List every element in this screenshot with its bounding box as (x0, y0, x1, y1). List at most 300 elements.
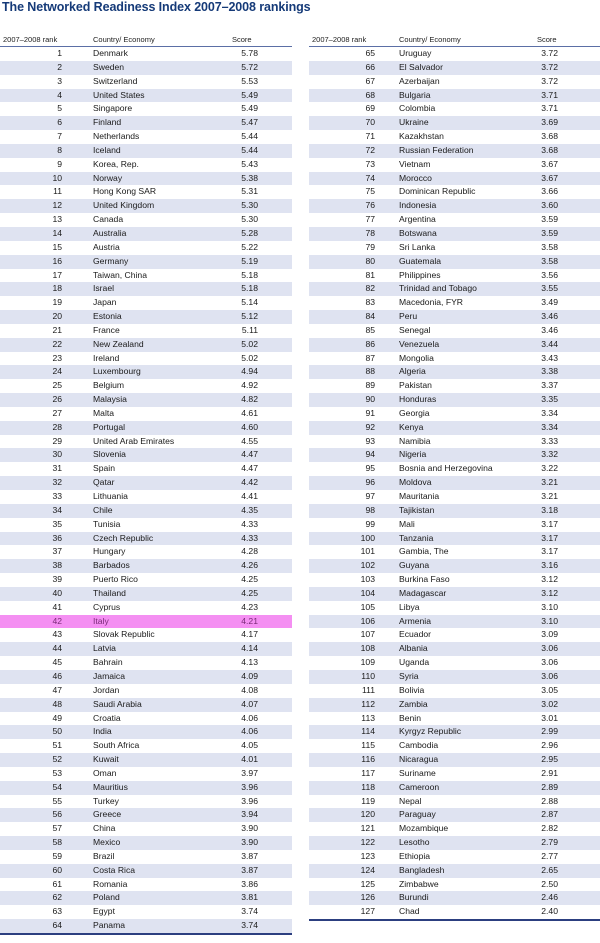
score-cell: 5.49 (241, 103, 258, 114)
score-cell: 3.37 (541, 380, 558, 391)
table-row (309, 158, 600, 172)
country-cell: India (93, 726, 112, 737)
country-cell: Norway (93, 172, 123, 183)
country-cell: Denmark (93, 48, 128, 58)
table-row (0, 379, 292, 393)
rank-cell: 60 (52, 864, 62, 875)
rank-cell: 26 (52, 394, 62, 405)
score-cell: 2.95 (541, 754, 558, 765)
country-cell: Dominican Republic (399, 186, 476, 197)
country-cell: Senegal (399, 324, 431, 335)
country-cell: Egypt (93, 906, 115, 917)
rank-cell: 25 (52, 380, 62, 391)
country-cell: United Arab Emirates (93, 435, 175, 446)
table-row (309, 850, 600, 864)
table-row (309, 615, 600, 629)
rank-cell: 80 (365, 255, 375, 266)
score-cell: 5.43 (241, 158, 258, 169)
rank-cell: 23 (52, 352, 62, 363)
table-row (0, 89, 292, 103)
table-row (309, 199, 600, 213)
table-row (309, 739, 600, 753)
country-cell: Hong Kong SAR (93, 186, 157, 197)
table-row (0, 753, 292, 767)
rank-cell: 45 (52, 657, 62, 668)
table-row (309, 393, 600, 407)
score-cell: 3.87 (241, 850, 258, 861)
score-cell: 4.42 (241, 477, 258, 488)
country-cell: Estonia (93, 311, 122, 322)
table-row (309, 642, 600, 656)
rank-column-header: 2007–2008 rank (312, 35, 367, 44)
score-cell: 2.88 (541, 795, 558, 806)
score-cell: 3.05 (541, 684, 558, 695)
table-row (0, 448, 292, 462)
rank-cell: 125 (360, 878, 375, 889)
table-row (309, 282, 600, 296)
rank-cell: 20 (52, 311, 62, 322)
score-cell: 5.12 (241, 311, 258, 322)
country-cell: Belgium (93, 380, 125, 391)
score-cell: 3.59 (541, 227, 558, 238)
country-cell: Uganda (399, 657, 430, 668)
table-row (309, 130, 600, 144)
rank-cell: 81 (365, 269, 375, 280)
table-row (0, 919, 292, 933)
table-row (309, 144, 600, 158)
score-cell: 3.44 (541, 338, 558, 349)
country-cell: Switzerland (93, 75, 138, 86)
score-cell: 3.46 (541, 311, 558, 322)
rank-cell: 9 (57, 158, 62, 169)
country-cell: Guatemala (399, 255, 442, 266)
score-cell: 3.49 (541, 297, 558, 308)
score-cell: 3.06 (541, 657, 558, 668)
score-cell: 2.91 (541, 767, 558, 778)
score-cell: 3.21 (541, 491, 558, 501)
table-row (0, 767, 292, 781)
country-cell: Guyana (399, 560, 430, 571)
country-cell: Bangladesh (399, 864, 445, 875)
table-row (0, 296, 292, 310)
country-cell: Ecuador (399, 629, 432, 640)
score-cell: 4.09 (241, 670, 258, 681)
score-cell: 5.18 (241, 269, 258, 280)
rank-cell: 113 (361, 712, 375, 723)
score-cell: 4.08 (241, 684, 258, 695)
score-cell: 3.35 (541, 394, 558, 405)
country-cell: Uruguay (399, 48, 432, 58)
score-cell: 5.30 (241, 200, 258, 211)
country-cell: Mali (399, 518, 415, 529)
score-cell: 5.72 (241, 61, 258, 72)
country-cell: Algeria (399, 366, 426, 377)
rank-cell: 65 (365, 48, 375, 58)
score-cell: 3.71 (541, 89, 558, 100)
rank-cell: 69 (365, 103, 375, 114)
country-cell: Saudi Arabia (93, 698, 142, 709)
score-cell: 5.19 (241, 255, 258, 266)
rank-column-header: 2007–2008 rank (3, 35, 58, 44)
rank-cell: 101 (360, 546, 375, 557)
table-row (309, 587, 600, 601)
country-cell: New Zealand (93, 338, 144, 349)
score-cell: 3.67 (541, 172, 558, 183)
country-cell: Mauritania (399, 491, 440, 501)
country-cell: Mozambique (399, 823, 449, 834)
table-row (309, 75, 600, 89)
table-row (0, 642, 292, 656)
rank-cell: 1 (57, 48, 62, 58)
country-cell: Trinidad and Tobago (399, 283, 477, 294)
country-cell: Jamaica (93, 670, 125, 681)
rank-cell: 107 (360, 629, 375, 640)
country-cell: Austria (93, 241, 120, 252)
table-row (0, 684, 292, 698)
rank-cell: 110 (361, 670, 375, 681)
table-row (309, 573, 600, 587)
rank-cell: 90 (365, 394, 375, 405)
country-cell: Chile (93, 504, 113, 515)
score-cell: 3.96 (241, 795, 258, 806)
country-cell: Burkina Faso (399, 574, 450, 585)
table-row (0, 836, 292, 850)
score-cell: 3.72 (541, 75, 558, 86)
score-cell: 2.89 (541, 781, 558, 792)
country-cell: Japan (93, 297, 117, 308)
score-cell: 2.99 (541, 726, 558, 737)
table-row (0, 795, 292, 809)
score-cell: 5.78 (241, 48, 258, 58)
rank-cell: 2 (57, 61, 62, 72)
rank-cell: 55 (52, 795, 62, 806)
score-cell: 4.33 (241, 518, 258, 529)
table-row (0, 656, 292, 670)
rank-cell: 106 (360, 615, 375, 626)
country-cell: Portugal (93, 421, 126, 432)
score-cell: 4.60 (241, 421, 258, 432)
country-cell: Taiwan, China (93, 269, 147, 280)
table-row (0, 241, 292, 255)
score-cell: 4.33 (241, 532, 258, 543)
score-cell: 5.30 (241, 214, 258, 225)
score-cell: 5.28 (241, 227, 258, 238)
score-cell: 5.31 (241, 186, 258, 197)
rank-cell: 115 (361, 740, 375, 751)
country-cell: Ireland (93, 352, 120, 363)
table-row (309, 712, 600, 726)
country-cell: United States (93, 89, 145, 100)
rank-cell: 59 (52, 850, 62, 861)
country-cell: Russian Federation (399, 144, 474, 155)
rank-cell: 75 (365, 186, 375, 197)
score-cell: 3.33 (541, 435, 558, 446)
score-cell: 3.72 (541, 61, 558, 72)
table-row (0, 158, 292, 172)
score-cell: 3.58 (541, 255, 558, 266)
table-row (0, 850, 292, 864)
table-row (309, 601, 600, 615)
table-row (309, 421, 600, 435)
table-row (0, 822, 292, 836)
score-cell: 2.40 (541, 906, 558, 917)
table-row (309, 102, 600, 116)
country-cell: Philippines (399, 269, 441, 280)
rank-cell: 91 (365, 407, 375, 418)
rank-cell: 8 (57, 144, 62, 155)
score-cell: 3.09 (541, 629, 558, 640)
table-row (309, 61, 600, 75)
table-row (0, 352, 292, 366)
rank-cell: 62 (52, 892, 62, 903)
score-cell: 5.47 (241, 117, 258, 128)
score-cell: 3.56 (541, 269, 558, 280)
country-cell: Venezuela (399, 338, 440, 349)
score-cell: 5.44 (241, 144, 258, 155)
rank-cell: 78 (365, 227, 375, 238)
table-row (309, 518, 600, 532)
score-cell: 3.66 (541, 186, 558, 197)
table-row (0, 725, 292, 739)
country-cell: Vietnam (399, 158, 431, 169)
table-row (309, 559, 600, 573)
rank-cell: 52 (52, 754, 62, 765)
country-cell: Tajikistan (399, 504, 435, 515)
table-row (0, 739, 292, 753)
rank-cell: 64 (52, 920, 62, 931)
table-row (309, 116, 600, 130)
rank-cell: 42 (52, 615, 62, 626)
country-cell: Morocco (399, 172, 432, 183)
table-row (0, 545, 292, 559)
score-cell: 4.23 (241, 601, 258, 612)
table-row (309, 628, 600, 642)
table-row (0, 130, 292, 144)
country-cell: Croatia (93, 712, 121, 723)
table-row (0, 282, 292, 296)
table-row (309, 532, 600, 546)
rank-cell: 47 (52, 684, 62, 695)
rank-cell: 118 (361, 781, 375, 792)
score-cell: 3.38 (541, 366, 558, 377)
score-cell: 2.96 (541, 740, 558, 751)
score-cell: 3.90 (241, 837, 258, 848)
score-cell: 2.77 (541, 850, 558, 861)
table-row (309, 241, 600, 255)
rank-cell: 48 (52, 698, 62, 709)
score-cell: 3.67 (541, 158, 558, 169)
score-cell: 3.58 (541, 241, 558, 252)
table-row (0, 559, 292, 573)
score-cell: 5.14 (241, 297, 258, 308)
country-cell: Peru (399, 311, 418, 322)
rank-cell: 105 (360, 601, 375, 612)
country-cell: Mauritius (93, 781, 128, 792)
country-cell: Kenya (399, 421, 424, 432)
score-cell: 4.01 (241, 754, 258, 765)
country-cell: Tanzania (399, 532, 434, 543)
country-cell: Albania (399, 643, 428, 654)
country-cell: Netherlands (93, 131, 140, 142)
score-cell: 4.35 (241, 504, 258, 515)
country-cell: Korea, Rep. (93, 158, 139, 169)
score-cell: 2.87 (541, 809, 558, 820)
score-cell: 3.32 (541, 449, 558, 460)
table-row (0, 698, 292, 712)
table-row (309, 490, 600, 504)
table-row (0, 75, 292, 89)
country-cell: South Africa (93, 740, 140, 751)
score-cell: 3.68 (541, 144, 558, 155)
table-row (309, 310, 600, 324)
score-cell: 3.22 (541, 463, 558, 474)
rank-cell: 95 (365, 463, 375, 474)
table-row (309, 227, 600, 241)
score-cell: 4.17 (241, 629, 258, 640)
rank-cell: 56 (52, 809, 62, 820)
country-cell: Namibia (399, 435, 431, 446)
score-cell: 2.50 (541, 878, 558, 889)
rank-cell: 127 (360, 906, 375, 917)
score-cell: 5.22 (241, 241, 258, 252)
rank-cell: 5 (57, 103, 62, 114)
table-row (0, 47, 292, 61)
rank-cell: 126 (360, 892, 375, 903)
score-cell: 4.13 (241, 657, 258, 668)
score-cell: 5.02 (241, 338, 258, 349)
table-row (0, 213, 292, 227)
score-cell: 5.02 (241, 352, 258, 363)
country-cell: Madagascar (399, 587, 447, 598)
country-cell: Moldova (399, 477, 432, 488)
score-cell: 4.26 (241, 560, 258, 571)
country-cell: Syria (399, 670, 419, 681)
table-row (309, 545, 600, 559)
rank-cell: 51 (52, 740, 62, 751)
score-cell: 3.34 (541, 407, 558, 418)
score-cell: 2.46 (541, 892, 558, 903)
rank-cell: 70 (365, 117, 375, 128)
score-cell: 3.17 (541, 518, 558, 529)
country-cell: Nepal (399, 795, 422, 806)
rank-cell: 21 (52, 324, 62, 335)
rank-cell: 54 (52, 781, 62, 792)
country-cell: Gambia, The (399, 546, 449, 557)
rank-cell: 94 (365, 449, 375, 460)
score-cell: 3.16 (541, 560, 558, 571)
score-cell: 3.74 (241, 906, 258, 917)
rank-cell: 46 (52, 670, 62, 681)
table-row (309, 781, 600, 795)
country-cell: Nigeria (399, 449, 427, 460)
rank-cell: 122 (360, 837, 375, 848)
table-row (309, 89, 600, 103)
country-cell: United Kingdom (93, 200, 155, 211)
page-title: The Networked Readiness Index 2007–2008 rankings (2, 0, 311, 14)
rank-cell: 30 (52, 449, 62, 460)
country-cell: Cyprus (93, 601, 121, 612)
score-cell: 3.06 (541, 643, 558, 654)
rank-cell: 43 (52, 629, 62, 640)
table-row (309, 379, 600, 393)
rank-cell: 49 (52, 712, 62, 723)
score-cell: 4.94 (241, 366, 258, 377)
country-cell: Kyrgyz Republic (399, 726, 462, 737)
table-row (309, 864, 600, 878)
table-row (309, 753, 600, 767)
table-header (309, 32, 600, 47)
score-cell: 4.55 (241, 435, 258, 446)
score-cell: 4.92 (241, 380, 258, 391)
country-cell: Greece (93, 809, 122, 820)
rank-cell: 74 (365, 172, 375, 183)
rank-cell: 17 (52, 269, 62, 280)
country-column-header: Country/ Economy (93, 35, 155, 44)
score-cell: 3.17 (541, 546, 558, 557)
rank-cell: 73 (365, 158, 375, 169)
score-cell: 3.68 (541, 131, 558, 142)
rank-cell: 117 (361, 767, 375, 778)
country-cell: Slovak Republic (93, 629, 155, 640)
rank-cell: 116 (361, 754, 375, 765)
score-cell: 3.72 (541, 48, 558, 58)
rank-cell: 72 (365, 144, 375, 155)
table-row (309, 213, 600, 227)
table-row (0, 365, 292, 379)
score-cell: 5.53 (241, 75, 258, 86)
table-row (0, 393, 292, 407)
rank-cell: 71 (365, 131, 375, 142)
rank-cell: 96 (365, 477, 375, 488)
rank-cell: 119 (361, 795, 375, 806)
table-row (0, 269, 292, 283)
table-row (309, 352, 600, 366)
table-row (0, 615, 292, 629)
rank-cell: 33 (52, 491, 62, 501)
rank-cell: 32 (52, 477, 62, 488)
country-cell: Chad (399, 906, 420, 917)
country-cell: Hungary (93, 546, 126, 557)
rank-cell: 31 (52, 463, 62, 474)
score-cell: 3.94 (241, 809, 258, 820)
score-cell: 4.05 (241, 740, 258, 751)
score-cell: 3.86 (241, 878, 258, 889)
country-cell: Lesotho (399, 837, 430, 848)
country-cell: Honduras (399, 394, 437, 405)
country-cell: Sweden (93, 61, 125, 72)
country-cell: Thailand (93, 587, 126, 598)
rank-cell: 37 (52, 546, 62, 557)
table-row (0, 310, 292, 324)
rank-cell: 112 (361, 698, 375, 709)
rank-cell: 11 (53, 186, 62, 197)
rank-cell: 16 (52, 255, 62, 266)
rank-cell: 121 (360, 823, 375, 834)
country-cell: Czech Republic (93, 532, 154, 543)
table-row (309, 435, 600, 449)
country-cell: Canada (93, 214, 124, 225)
rank-cell: 120 (360, 809, 375, 820)
table-body (309, 47, 600, 919)
rank-cell: 15 (52, 241, 62, 252)
rank-cell: 123 (360, 850, 375, 861)
table-row (309, 684, 600, 698)
country-cell: Kuwait (93, 754, 119, 765)
rank-cell: 97 (365, 491, 375, 501)
rank-cell: 124 (360, 864, 375, 875)
rank-cell: 77 (365, 214, 375, 225)
table-row (0, 435, 292, 449)
